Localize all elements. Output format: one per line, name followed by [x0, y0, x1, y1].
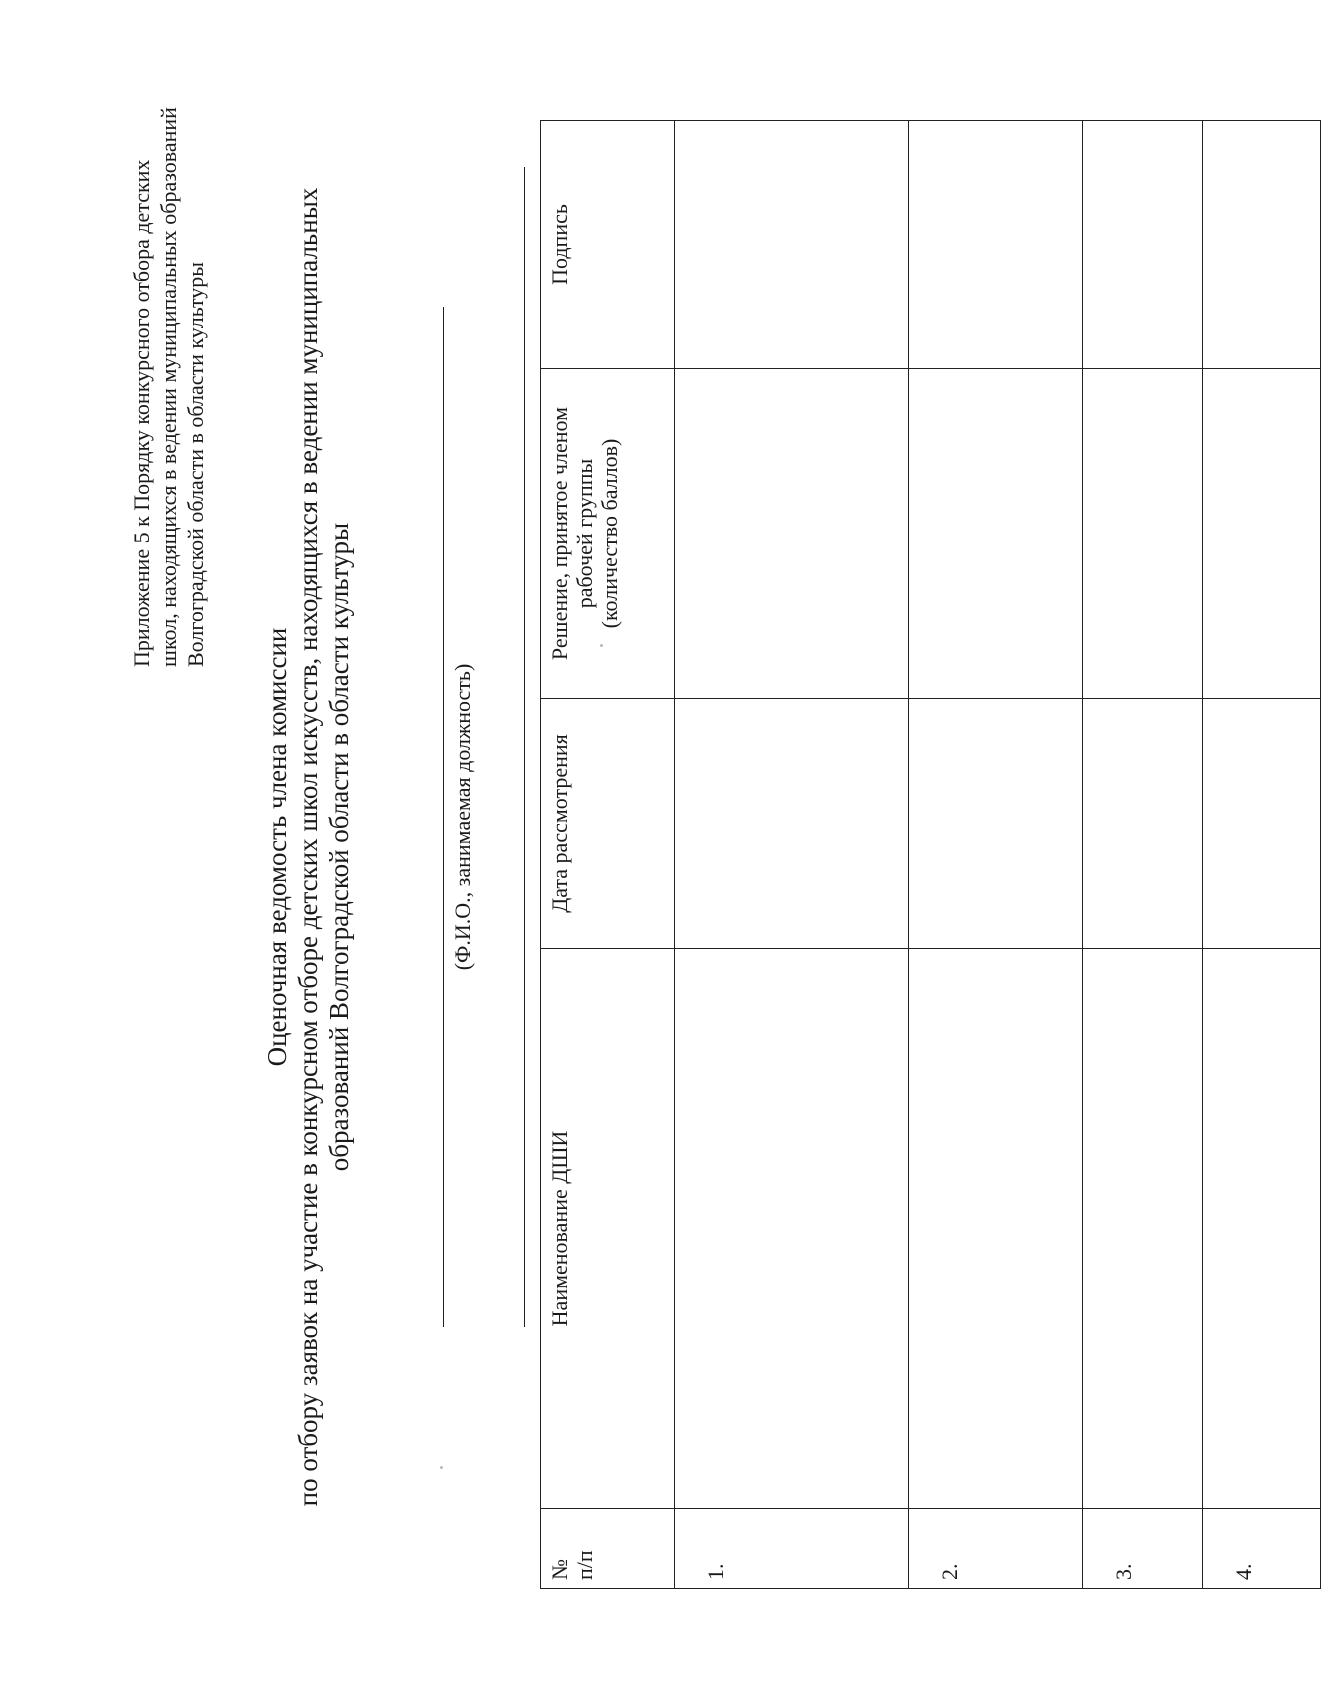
row-cell [675, 121, 909, 369]
row-number: 4. [1203, 1509, 1321, 1589]
title-line-3: образований Волгоградской области в области культуры [324, 522, 354, 1172]
table-row [1083, 121, 1203, 1589]
row-cell [675, 699, 909, 949]
header-decision-line-1: Решение, принятое членом [547, 406, 572, 661]
scan-speck [600, 644, 603, 647]
header-review-date: Дата рассмотрения [541, 699, 675, 949]
fio-underline [443, 307, 444, 1327]
title-line-1: Оценочная ведомость члена комиссии [262, 627, 292, 1067]
row-cell [1203, 121, 1321, 369]
fio-caption: (Ф.И.О., занимаемая должность) [450, 663, 475, 971]
document-title [262, 137, 355, 1557]
header-signature: Подпись [541, 121, 675, 369]
row-cell [1203, 949, 1321, 1509]
blank-underline [524, 167, 525, 1327]
row-number: 1. [675, 1509, 909, 1589]
row-cell [1203, 699, 1321, 949]
row-number: 2. [909, 1509, 1083, 1589]
row-cell [1083, 699, 1203, 949]
header-decision-line-3: (количество баллов) [597, 438, 622, 629]
appendix-note: Приложение 5 к Порядку конкурсного отбора детских школ, находящихся в ведении муниципальных образований Волгоградской области в области культуры [129, 107, 208, 667]
table-row [675, 121, 909, 1589]
row-cell [1083, 121, 1203, 369]
row-cell [1083, 949, 1203, 1509]
table-row [1203, 121, 1321, 1589]
header-number [541, 1509, 675, 1589]
evaluation-table [540, 120, 1321, 1589]
header-school-name: Наименование ДШИ [541, 949, 675, 1509]
row-number: 3. [1083, 1509, 1203, 1589]
row-cell [675, 949, 909, 1509]
row-cell [909, 949, 1083, 1509]
row-cell [1083, 369, 1203, 699]
title-line-2: по отбору заявок на участие в конкурсном отборе детских школ искусств, находящихся в ведении муниципальных [293, 187, 323, 1507]
row-cell [909, 699, 1083, 949]
table-row [909, 121, 1083, 1589]
scan-speck [440, 1466, 443, 1469]
row-cell [675, 369, 909, 699]
header-number-symbol: № [547, 1559, 572, 1580]
header-decision [541, 369, 675, 699]
row-cell [909, 121, 1083, 369]
header-number-abbr: п/п [572, 1550, 597, 1580]
table-header-row [541, 121, 675, 1589]
header-decision-line-2: рабочей группы [572, 458, 597, 609]
row-cell [1203, 369, 1321, 699]
row-cell [909, 369, 1083, 699]
